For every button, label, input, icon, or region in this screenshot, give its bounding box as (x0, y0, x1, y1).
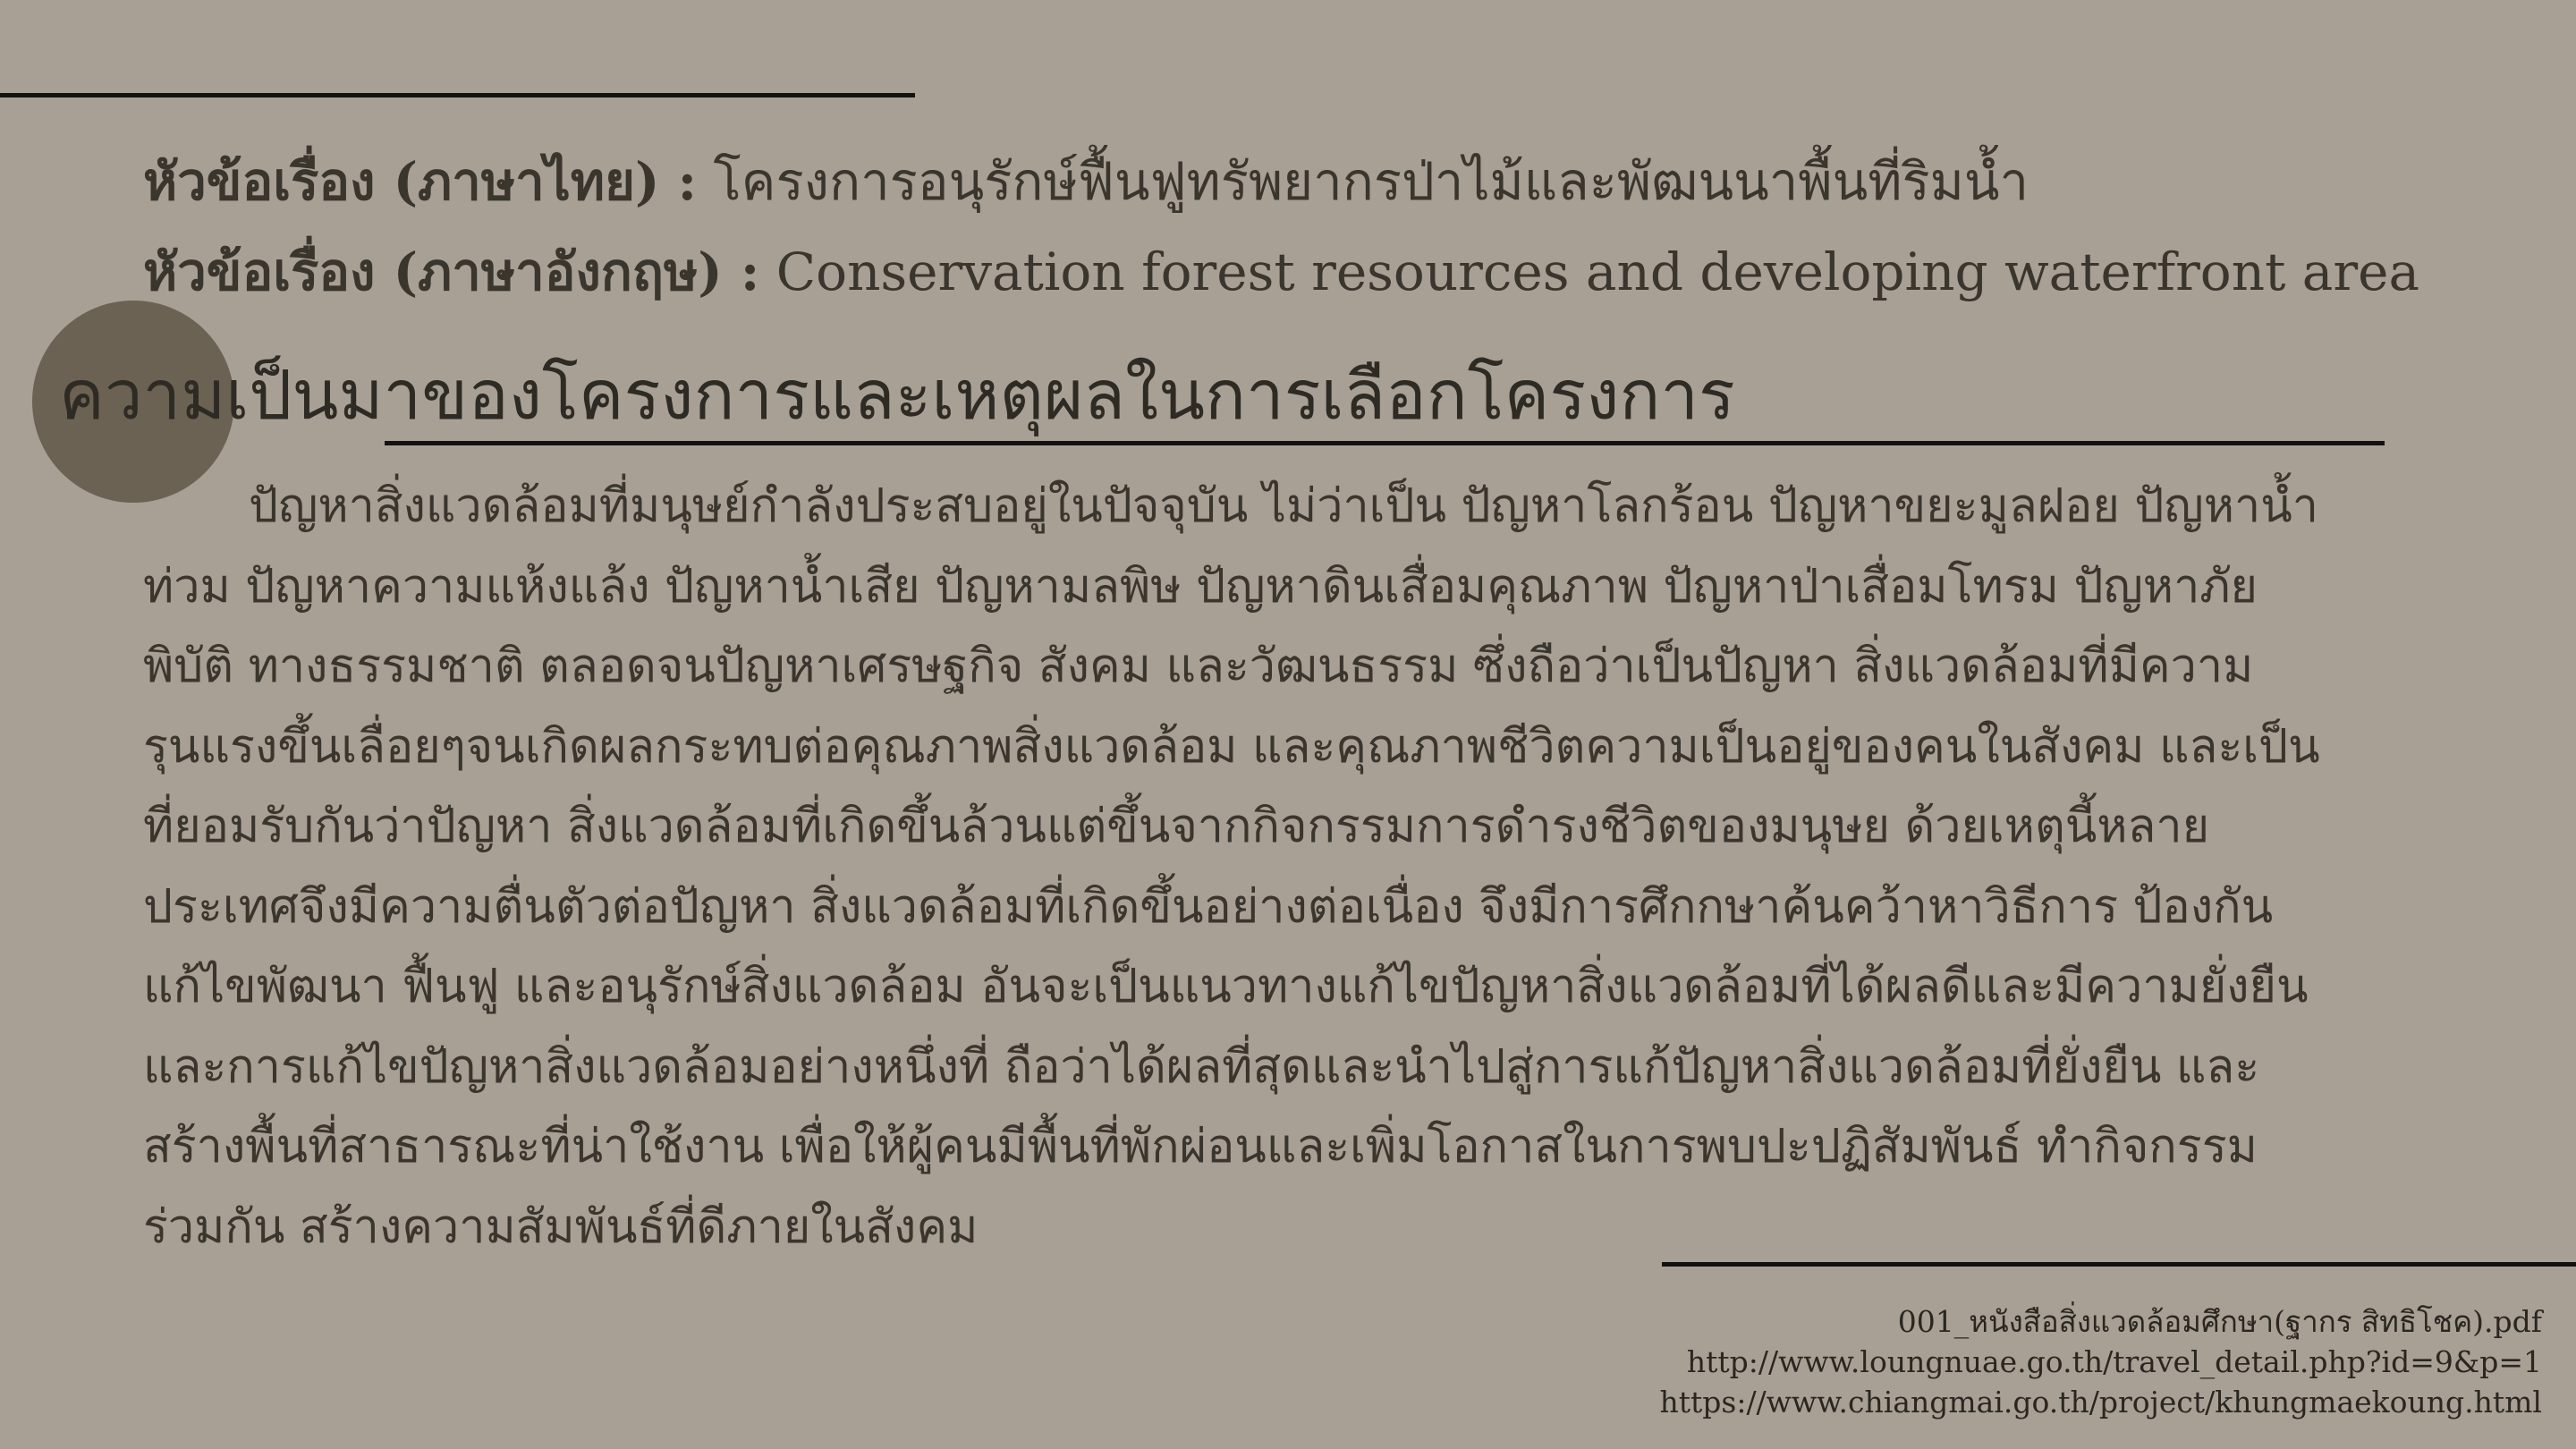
body-line: ที่ยอมรับกันว่าปัญหา สิ่งแวดล้อมที่เกิดขึ้นล้วนแต่ขึ้นจากกิจกรรมการดำรงชีวิตของมนุษย ด้วยเหตุนี้หลาย (143, 800, 2210, 853)
topic-english-label: หัวข้อเรื่อง (ภาษาอังกฤษ) : (143, 242, 760, 302)
section-heading: ความเป็นมาของโครงการและเหตุผลในการเลือกโครงการ (59, 355, 1735, 435)
bottom-divider (1662, 1262, 2576, 1267)
body-line: สร้างพื้นที่สาธารณะที่น่าใช้งาน เพื่อให้ผู้คนมีพื้นที่พักผ่อนและเพิ่มโอกาสในการพบปะปฏิสัมพันธ์ ทำกิจกรรม (143, 1120, 2258, 1174)
topic-thai-label: หัวข้อเรื่อง (ภาษาไทย) : (143, 151, 698, 212)
topic-thai (143, 151, 2029, 212)
reference-item: https://www.chiangmai.go.th/project/khungmaekoung.html (1659, 1385, 2542, 1419)
reference-item: http://www.loungnuae.go.th/travel_detail.php?id=9&p=1 (1686, 1344, 2542, 1379)
reference-item: 001_หนังสือสิ่งแวดล้อมศึกษา(ฐากร สิทธิโชค).pdf (1897, 1304, 2542, 1339)
heading-underline (385, 441, 2385, 445)
topic-thai-value: โครงการอนุรักษ์ฟื้นฟูทรัพยากรป่าไม้และพัฒนนาพื้นที่ริมน้ำ (713, 151, 2029, 212)
body-line: ปัญหาสิ่งแวดล้อมที่มนุษย์กำลังประสบอยู่ในปัจจุบัน ไม่ว่าเป็น ปัญหาโลกร้อน ปัญหาขยะมูลฝอย ปัญหาน้ำ (249, 479, 2318, 533)
topic-english-value: Conservation forest resources and developing waterfront area (775, 242, 2420, 302)
body-paragraph (143, 467, 2433, 1267)
body-line: รุนแรงขึ้นเลื่อยๆจนเกิดผลกระทบต่อคุณภาพสิ่งแวดล้อม และคุณภาพชีวิตความเป็นอยู่ของคนในสังคม และเป็น (143, 719, 2320, 774)
body-line: แก้ไขพัฒนา ฟื้นฟู และอนุรักษ์สิ่งแวดล้อม อันจะเป็นแนวทางแก้ไขปัญหาสิ่งแวดล้อมที่ได้ผลดีและมีความยั่งยืน (143, 960, 2309, 1013)
body-line: และการแก้ไขปัญหาสิ่งแวดล้อมอย่างหนึ่งที่ ถือว่าได้ผลที่สุดและนำไปสู่การแก้ปัญหาสิ่งแวดล้อมที่ยั่งยืน และ (143, 1039, 2260, 1094)
references (1659, 1301, 2542, 1422)
top-divider (0, 93, 915, 97)
body-line: ประเทศจึงมีความตื่นตัวต่อปัญหา สิ่งแวดล้อมที่เกิดขึ้นอย่างต่อเนื่อง จึงมีการศึกกษาค้นคว้าหาวิธีการ ป้องกัน (143, 879, 2274, 934)
body-line: พิบัติ ทางธรรมชาติ ตลอดจนปัญหาเศรษฐกิจ สังคม และวัฒนธรรม ซึ่งถือว่าเป็นปัญหา สิ่งแวดล้อมที่มีความ (143, 640, 2254, 693)
body-line: ท่วม ปัญหาความแห้งแล้ง ปัญหาน้ำเสีย ปัญหามลพิษ ปัญหาดินเสื่อมคุณภาพ ปัญหาป่าเสื่อมโทรม ปัญหาภัย (143, 559, 2258, 614)
body-line: ร่วมกัน สร้างความสัมพันธ์ที่ดีภายในสังคม (143, 1199, 979, 1254)
topic-english (143, 242, 2420, 302)
